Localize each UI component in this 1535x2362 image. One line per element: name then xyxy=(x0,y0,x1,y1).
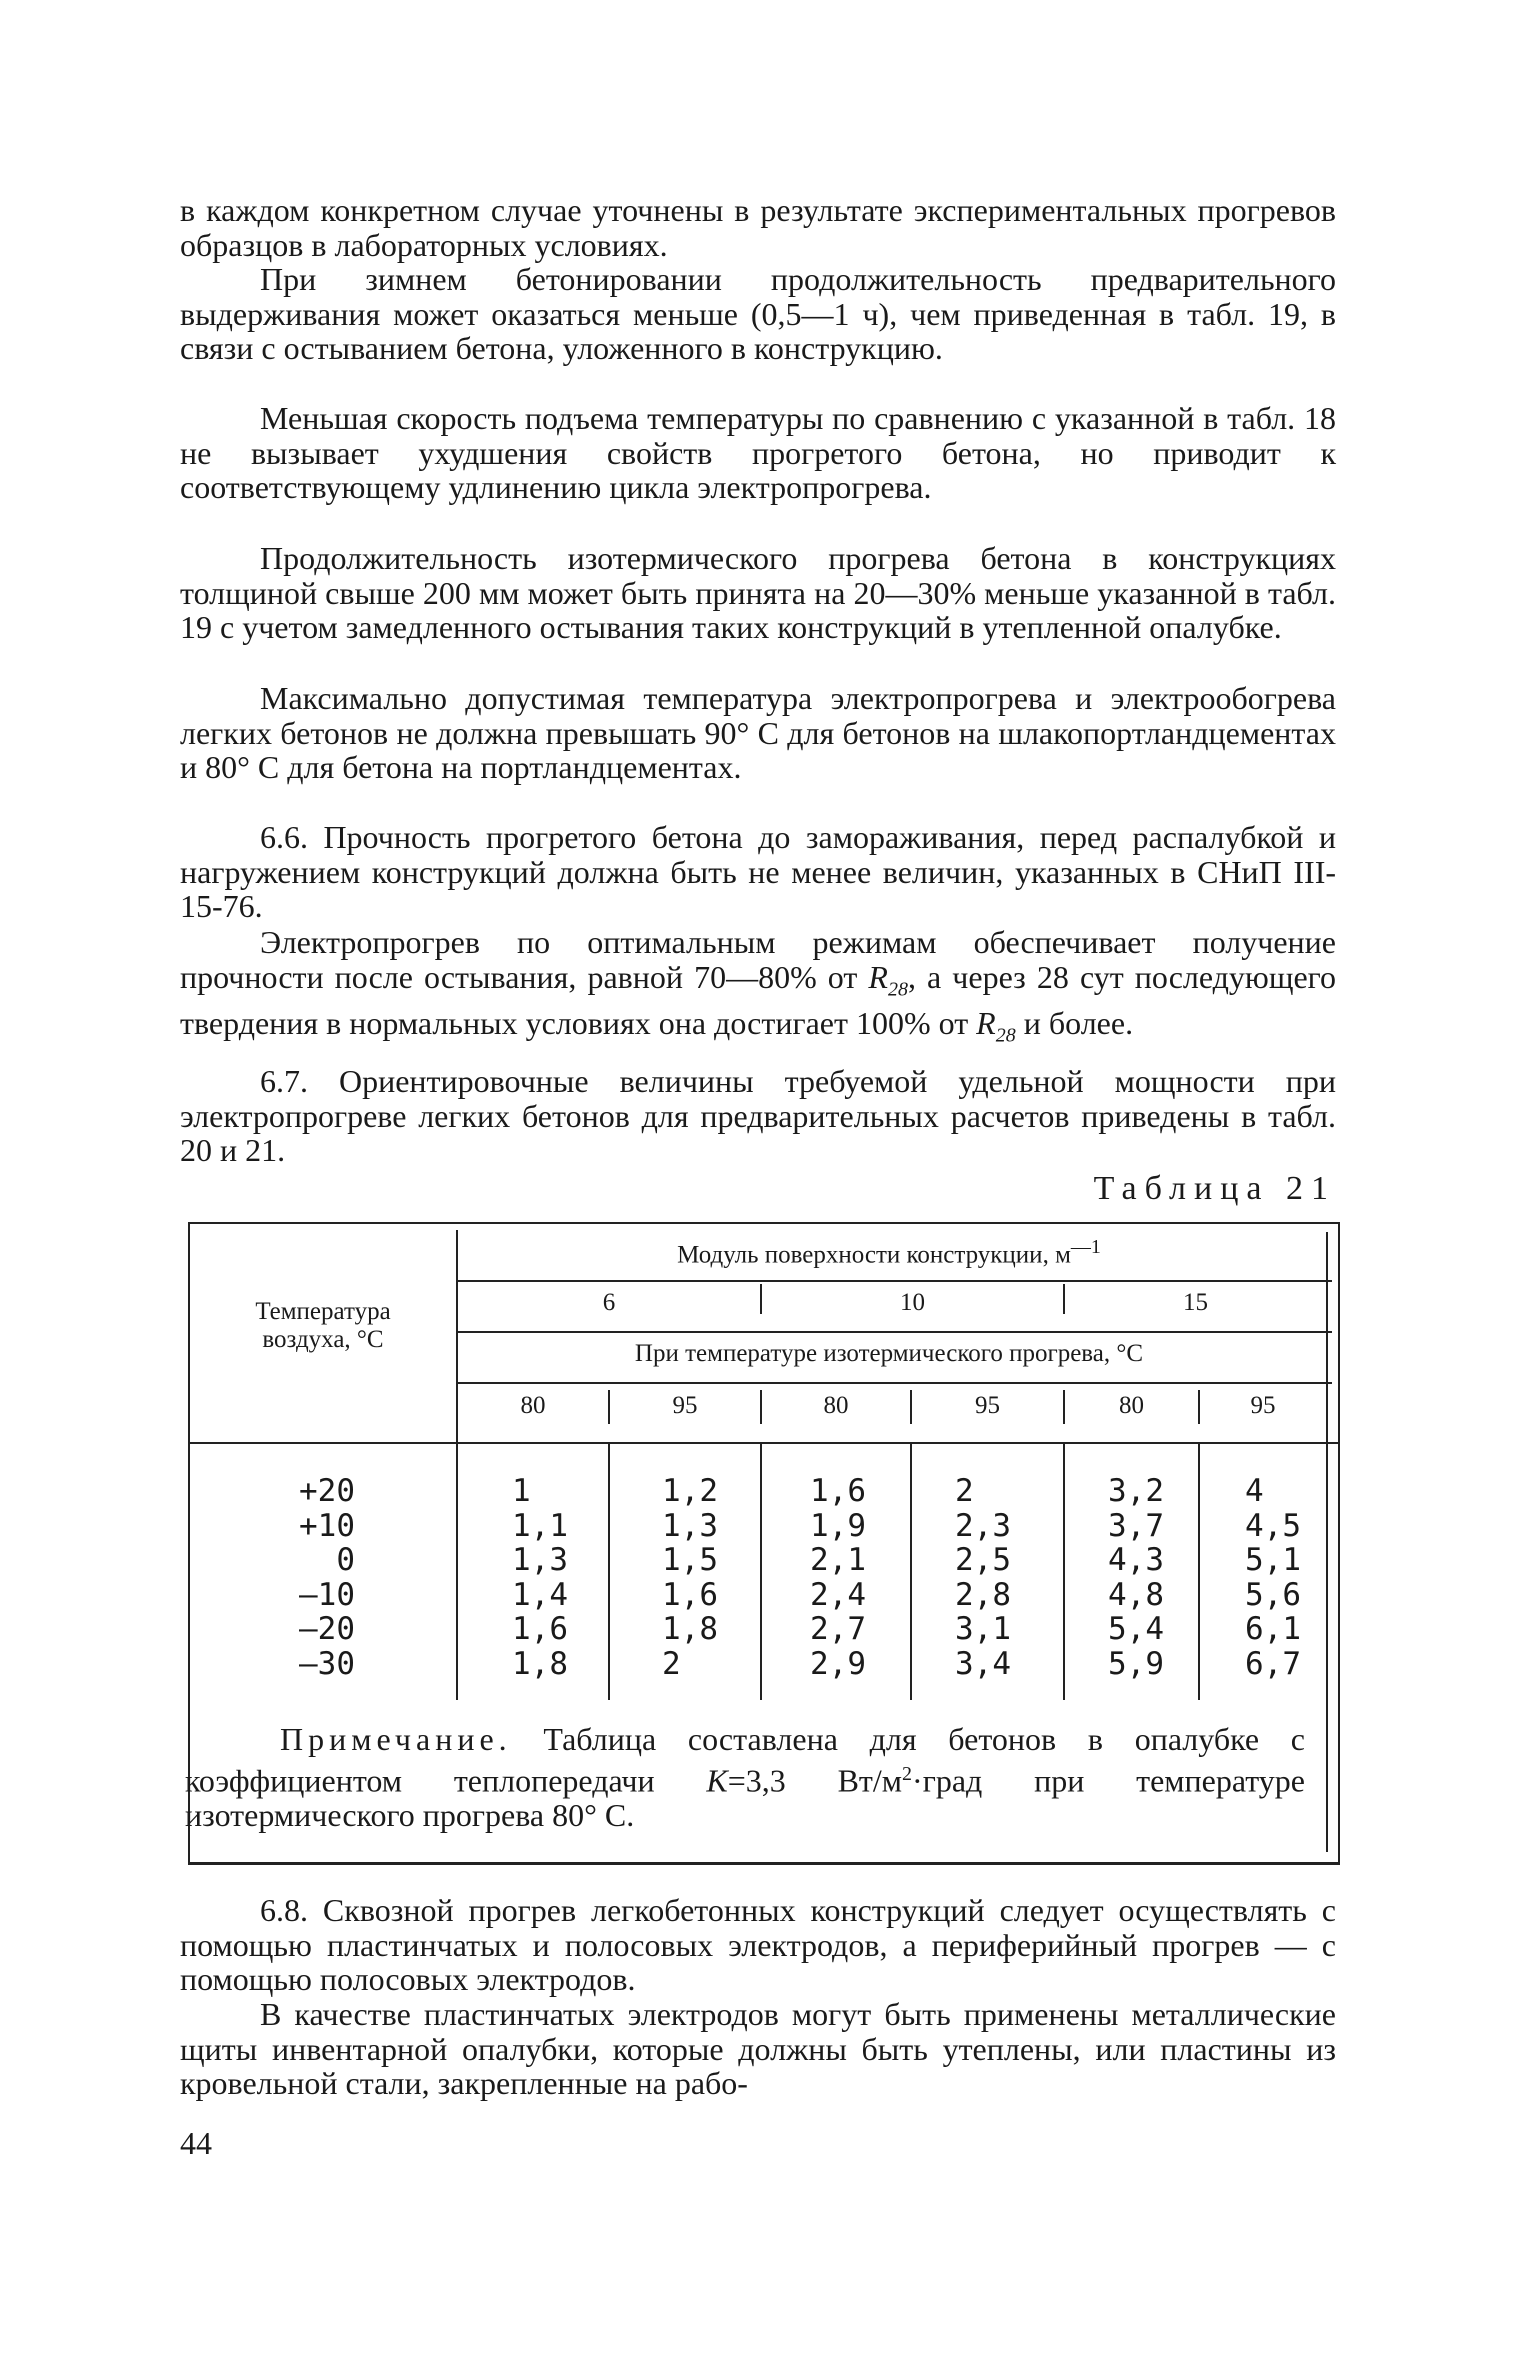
sub-header: При температуре изотермического прогрева, °С xyxy=(634,1340,1144,1367)
r28-symbol: $R_{28}$ xyxy=(976,1005,1016,1047)
table-rule xyxy=(458,1280,1332,1282)
row-header: Температура воздуха, °С xyxy=(255,1298,391,1353)
r28-symbol: $R_{28}$ xyxy=(868,958,908,1000)
paragraph-8: 6.7. Ориентировочные величины требуемой удельной мощности при электропрогреве легких бетонов для предварительных расчетов приведены в табл. 20 и 21. xyxy=(180,1063,1336,1168)
table-rule xyxy=(190,1442,1338,1444)
data-column: 1,2 1,3 1,5 1,6 1,8 2 xyxy=(662,1473,718,1682)
temp-header: 95 xyxy=(1250,1392,1276,1419)
table-caption: Таблица 21 xyxy=(1093,1170,1336,1207)
table-rule xyxy=(608,1444,610,1700)
temp-header: 95 xyxy=(672,1392,698,1419)
data-column: 3,2 3,7 4,3 4,8 5,4 5,9 xyxy=(1108,1473,1164,1682)
module-header: 10 xyxy=(900,1289,925,1316)
data-column: 2 2,3 2,5 2,8 3,1 3,4 xyxy=(955,1473,1011,1682)
paragraph-2: При зимнем бетонировании продолжительность предварительного выдерживания может оказаться меньше (0,5—1 ч), чем приведенная в табл. 19, в связи с остыванием бетона, уложенного в конструкцию. xyxy=(180,261,1336,366)
temp-header: 80 xyxy=(520,1392,546,1419)
paragraph-1: в каждом конкретном случае уточнены в результате экспериментальных прогревов образцов в лабораторных условиях. xyxy=(180,192,1336,263)
module-header: 15 xyxy=(1183,1289,1208,1316)
table-rule xyxy=(910,1444,912,1700)
page-number: 44 xyxy=(180,2125,212,2161)
table-rule xyxy=(760,1444,762,1700)
paragraph-6: 6.6. Прочность прогретого бетона до замораживания, перед распалубкой и нагружением конструкций должна быть не менее величин, указанных в СНиП III-15-76. xyxy=(180,819,1336,924)
data-column: 1 1,1 1,3 1,4 1,6 1,8 xyxy=(512,1473,568,1682)
table-rule xyxy=(1326,1232,1328,1852)
paragraph-10: В качестве пластинчатых электродов могут быть применены металлические щиты инвентарной опалубки, которые должны быть утеплены, или пластины из кровельной стали, закрепленные на рабо- xyxy=(180,1996,1336,2101)
module-header: 6 xyxy=(602,1289,616,1316)
data-column: 4 4,5 5,1 5,6 6,1 6,7 xyxy=(1245,1473,1301,1682)
paragraph-7: Электропрогрев по оптимальным режимам обеспечивает получение прочности после остывания, равной 70—80% от $R_{28}$, а через 28 сут последующего твердения в нормальных условиях она достигает 100% от $R_{28}$ и более. xyxy=(180,924,1337,1047)
paragraph-5: Максимально допустимая температура электропрогрева и электрообогрева легких бетонов не должна превышать 90° С для бетонов на шлакопортландцементах и 80° С для бетона на портландцементах. xyxy=(180,680,1336,785)
temp-header: 80 xyxy=(823,1392,849,1419)
paragraph-4: Продолжительность изотермического прогрева бетона в конструкциях толщиной свыше 200 мм может быть принята на 20—30% меньше указанной в табл. 19 с учетом замедленного остывания таких конструкций в утепленной опалубке. xyxy=(180,540,1336,645)
paragraph-3: Меньшая скорость подъема температуры по сравнению с указанной в табл. 18 не вызывает ухудшения свойств прогретого бетона, но приводит к соответствующему удлинению цикла электропрогрева. xyxy=(180,400,1336,505)
group-header: Модуль поверхности конструкции, $м^{—1}$ xyxy=(677,1236,1101,1269)
temp-header: 80 xyxy=(1119,1392,1144,1419)
air-temp-column: +20 +10 0 —10 —20 —30 xyxy=(299,1473,355,1682)
table-rule xyxy=(1198,1444,1200,1700)
table-rule xyxy=(458,1331,1332,1333)
table-note: Примечание. Таблица составлена для бетонов в опалубке с коэффициентом теплопередачи K=3,3 $Вт/м^2\cdot град$ при температуре изотермического прогрева 80° С. xyxy=(185,1721,1306,1833)
temp-header: 95 xyxy=(975,1392,1000,1419)
table-rule xyxy=(458,1382,1332,1384)
table-rule xyxy=(1063,1444,1065,1700)
data-column: 1,6 1,9 2,1 2,4 2,7 2,9 xyxy=(810,1473,866,1682)
table-top-rule xyxy=(190,1222,1338,1224)
paragraph-9: 6.8. Сквозной прогрев легкобетонных конструкций следует осуществлять с помощью пластинчатых и полосовых электродов, а периферийный прогрев — с помощью полосовых электродов. xyxy=(180,1892,1336,1997)
